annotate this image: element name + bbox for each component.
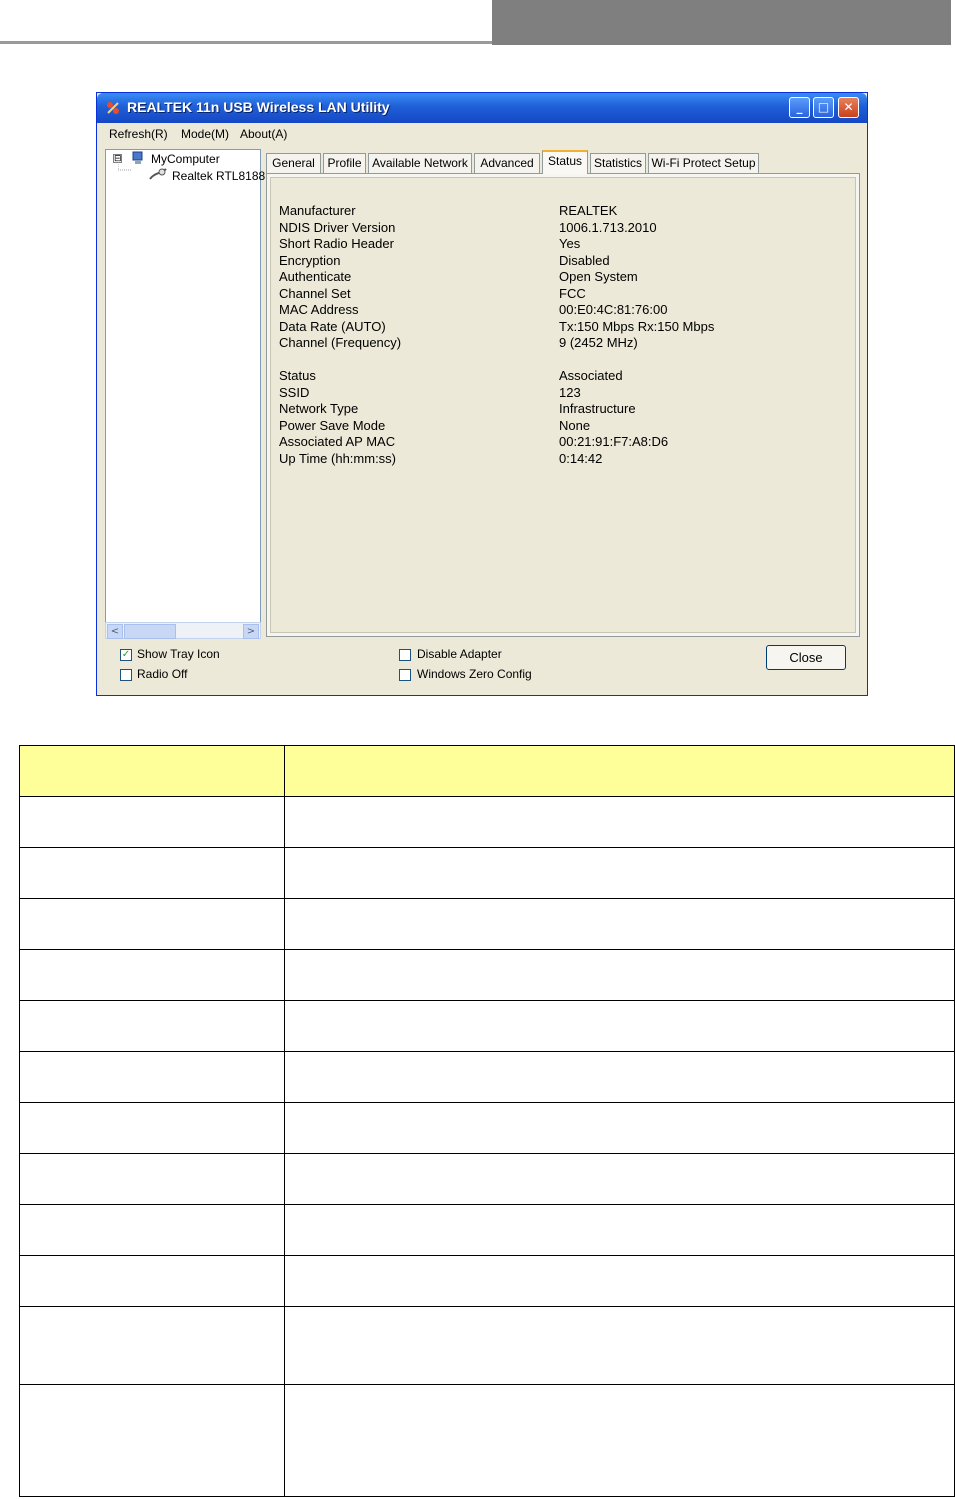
table-cell	[20, 1307, 285, 1385]
page-header-box	[492, 0, 951, 45]
label-network-type: Network Type	[279, 401, 359, 416]
table-cell	[20, 1205, 285, 1256]
value-network-type: Infrastructure	[559, 401, 636, 416]
windows-zero-config-label: Windows Zero Config	[417, 667, 532, 681]
table-cell	[20, 1001, 285, 1052]
title-bar[interactable]	[97, 93, 867, 123]
show-tray-icon-checkbox[interactable]: ✓	[121, 649, 131, 660]
table-row	[20, 797, 955, 848]
tree-item-adapter[interactable]: Realtek RTL8188	[172, 169, 266, 183]
table-cell	[20, 797, 285, 848]
table-cell	[285, 797, 955, 848]
table-cell	[20, 950, 285, 1001]
value-status: Associated	[559, 368, 623, 383]
table-row	[20, 1205, 955, 1256]
table-header-cell	[285, 746, 955, 797]
value-authenticate: Open System	[559, 269, 638, 284]
radio-off-label: Radio Off	[137, 667, 188, 681]
disable-adapter-checkbox[interactable]	[399, 649, 411, 661]
label-encryption: Encryption	[279, 253, 341, 268]
table-cell	[20, 848, 285, 899]
tree-connector	[118, 160, 152, 180]
value-encryption: Disabled	[559, 253, 610, 268]
table-row	[20, 1001, 955, 1052]
network-adapter-icon	[148, 167, 170, 183]
value-power-save-mode: None	[559, 418, 591, 433]
table-cell	[20, 1052, 285, 1103]
table-cell	[285, 1052, 955, 1103]
table-row	[20, 1052, 955, 1103]
value-ssid: 123	[559, 385, 581, 400]
label-data-rate: Data Rate (AUTO)	[279, 319, 386, 334]
value-associated-ap-mac: 00:21:91:F7:A8:D6	[559, 434, 669, 449]
table-cell	[285, 899, 955, 950]
value-data-rate: Tx:150 Mbps Rx:150 Mbps	[559, 319, 715, 334]
label-channel-set: Channel Set	[279, 286, 351, 301]
table-row	[20, 848, 955, 899]
menu-about[interactable]: About(A)	[240, 127, 288, 141]
table-row	[20, 1256, 955, 1307]
value-channel-set: FCC	[559, 286, 586, 301]
tree-item-mycomputer[interactable]: MyComputer	[151, 152, 220, 166]
table-cell	[285, 1385, 955, 1497]
disable-adapter-label: Disable Adapter	[417, 647, 502, 661]
scroll-thumb[interactable]	[124, 624, 176, 639]
table-cell	[20, 1154, 285, 1205]
label-manufacturer: Manufacturer	[279, 203, 356, 218]
table-row	[20, 1154, 955, 1205]
table-cell	[20, 1103, 285, 1154]
windows-zero-config-checkbox[interactable]	[399, 669, 411, 681]
close-window-button[interactable]: ✕	[838, 97, 859, 118]
menu-bar	[97, 123, 867, 145]
table-cell	[285, 950, 955, 1001]
table-cell	[285, 848, 955, 899]
label-short-radio-header: Short Radio Header	[279, 236, 394, 251]
wireless-app-icon	[105, 100, 121, 116]
table-header-cell	[20, 746, 285, 797]
window-title: REALTEK 11n USB Wireless LAN Utility	[127, 99, 390, 115]
utility-window	[96, 92, 868, 696]
tab-general[interactable]: General	[266, 153, 321, 173]
maximize-button[interactable]: □	[813, 97, 834, 118]
table-row	[20, 950, 955, 1001]
table-cell	[285, 1256, 955, 1307]
device-tree	[105, 149, 266, 639]
label-associated-ap-mac: Associated AP MAC	[279, 434, 396, 449]
tab-wifi-protect-setup[interactable]: Wi-Fi Protect Setup	[648, 153, 759, 173]
radio-off-checkbox[interactable]	[120, 669, 132, 681]
table-row	[20, 1103, 955, 1154]
table-cell	[285, 1205, 955, 1256]
table-row	[20, 1307, 955, 1385]
tab-status[interactable]: Status	[542, 150, 588, 174]
tab-available-network[interactable]: Available Network	[368, 153, 472, 173]
close-button[interactable]: Close	[766, 645, 846, 670]
label-mac-address: MAC Address	[279, 302, 359, 317]
tab-profile[interactable]: Profile	[323, 153, 366, 173]
table-cell	[20, 899, 285, 950]
value-mac-address: 00:E0:4C:81:76:00	[559, 302, 668, 317]
label-power-save-mode: Power Save Mode	[279, 418, 386, 433]
tab-advanced[interactable]: Advanced	[474, 153, 540, 173]
label-up-time: Up Time (hh:mm:ss)	[279, 451, 397, 466]
label-ndis-driver-version: NDIS Driver Version	[279, 220, 396, 235]
table-cell	[285, 1001, 955, 1052]
table-header-row	[20, 746, 955, 797]
table-cell	[20, 1256, 285, 1307]
table-row	[20, 899, 955, 950]
tree-horizontal-scrollbar[interactable]	[105, 622, 261, 639]
description-table	[19, 745, 955, 1497]
page-header-rule	[0, 41, 492, 44]
menu-refresh[interactable]: Refresh(R)	[109, 127, 168, 141]
value-channel-frequency: 9 (2452 MHz)	[559, 335, 638, 350]
table-row	[20, 1385, 955, 1497]
label-authenticate: Authenticate	[279, 269, 352, 284]
minimize-button[interactable]: _	[789, 97, 810, 118]
show-tray-icon-label: Show Tray Icon	[137, 647, 220, 661]
menu-mode[interactable]: Mode(M)	[181, 127, 230, 141]
table-cell	[20, 1385, 285, 1497]
table-cell	[285, 1154, 955, 1205]
value-manufacturer: REALTEK	[559, 203, 618, 218]
label-ssid: SSID	[279, 385, 310, 400]
scroll-left-icon[interactable]: <	[107, 624, 123, 639]
value-up-time: 0:14:42	[559, 451, 603, 466]
value-ndis-driver-version: 1006.1.713.2010	[559, 220, 657, 235]
label-status: Status	[279, 368, 316, 383]
table-cell	[285, 1103, 955, 1154]
scroll-right-icon[interactable]: >	[243, 624, 259, 639]
label-channel-frequency: Channel (Frequency)	[279, 335, 402, 350]
value-short-radio-header: Yes	[559, 236, 581, 251]
tab-statistics[interactable]: Statistics	[590, 153, 646, 173]
collapse-icon[interactable]: ⊟	[114, 154, 122, 164]
table-cell	[285, 1307, 955, 1385]
